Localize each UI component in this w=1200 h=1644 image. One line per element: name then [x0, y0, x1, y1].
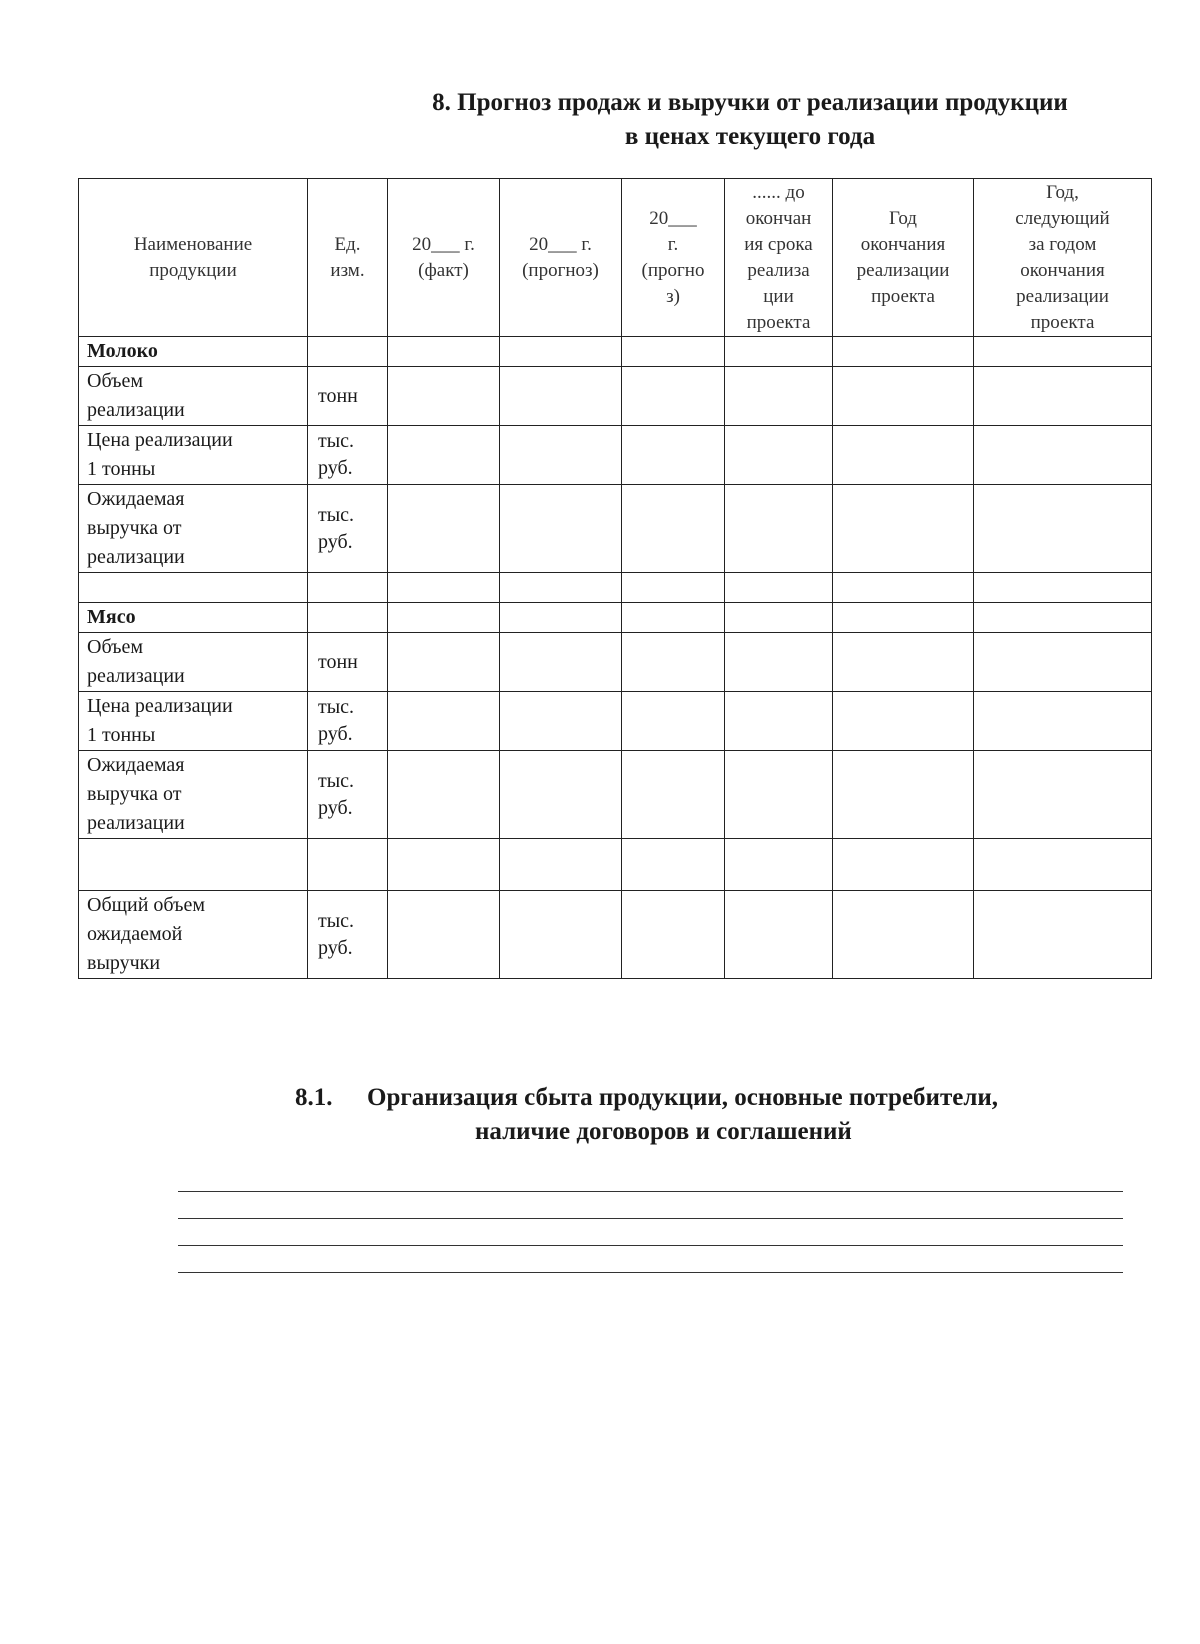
- value-cell[interactable]: [622, 839, 725, 891]
- section-title: [330, 86, 1170, 154]
- row-unit: [308, 603, 388, 633]
- value-cell[interactable]: [388, 367, 500, 426]
- value-cell[interactable]: [622, 426, 725, 485]
- value-cell[interactable]: [388, 573, 500, 603]
- text-line: Цена реализации: [87, 429, 233, 451]
- table-row: [79, 839, 1152, 891]
- row-unit: [308, 751, 388, 839]
- value-cell[interactable]: [725, 839, 833, 891]
- value-cell[interactable]: [622, 751, 725, 839]
- text-line: тыс.: [318, 430, 355, 452]
- row-label: [79, 573, 308, 603]
- table-body: [79, 337, 1152, 979]
- text-line: (прогноз): [522, 259, 599, 281]
- text-line: реализации: [1016, 285, 1109, 307]
- text-line: реализации: [87, 812, 185, 834]
- table-row: [79, 633, 1152, 692]
- table-header-row: [79, 179, 1152, 337]
- row-label: [79, 891, 308, 979]
- text-line: выручка от: [87, 783, 182, 805]
- text-line: Ед.: [334, 233, 361, 255]
- answer-line[interactable]: [178, 1191, 1123, 1192]
- row-label: [79, 426, 308, 485]
- value-cell[interactable]: [500, 367, 622, 426]
- value-cell[interactable]: [974, 751, 1152, 839]
- row-unit: [308, 485, 388, 573]
- row-unit: [308, 337, 388, 367]
- value-cell[interactable]: [725, 485, 833, 573]
- value-cell[interactable]: [388, 751, 500, 839]
- text-line: (прогно: [641, 259, 705, 281]
- value-cell[interactable]: [974, 633, 1152, 692]
- row-label: [79, 633, 308, 692]
- table-row: [79, 426, 1152, 485]
- text-line: за годом: [1028, 233, 1097, 255]
- header-until-project-end: [725, 179, 833, 337]
- value-cell[interactable]: [725, 891, 833, 979]
- text-line: г.: [667, 233, 679, 255]
- value-cell[interactable]: [974, 692, 1152, 751]
- value-cell[interactable]: [725, 367, 833, 426]
- text-line: ожидаемой: [87, 923, 183, 945]
- text-line: Наименование: [133, 233, 253, 255]
- subsection-title-text: Организация сбыта продукции, основные потребители,: [367, 1084, 999, 1111]
- text-line: тыс.: [318, 696, 355, 718]
- value-cell[interactable]: [622, 891, 725, 979]
- text-line: руб.: [318, 530, 353, 553]
- text-line: реализа: [747, 259, 810, 281]
- value-cell[interactable]: [622, 692, 725, 751]
- value-cell[interactable]: [833, 337, 974, 367]
- header-year-forecast: [500, 179, 622, 337]
- value-cell[interactable]: [833, 603, 974, 633]
- row-label: [79, 485, 308, 573]
- row-label: [79, 751, 308, 839]
- answer-line[interactable]: [178, 1218, 1123, 1219]
- text-line: изм.: [330, 259, 365, 281]
- text-line: ия срока: [744, 233, 813, 255]
- header-product-name: [79, 179, 308, 337]
- text-line: выручка от: [87, 517, 182, 539]
- text-line: з): [666, 285, 680, 307]
- row-label: [79, 337, 308, 367]
- text-line: 20___ г.: [529, 233, 592, 255]
- value-cell[interactable]: [833, 751, 974, 839]
- header-project-end-year: [833, 179, 974, 337]
- value-cell[interactable]: [833, 573, 974, 603]
- value-cell[interactable]: [388, 891, 500, 979]
- row-label: [79, 692, 308, 751]
- text-line: 20___ г.: [412, 233, 475, 255]
- value-cell[interactable]: [388, 692, 500, 751]
- value-cell[interactable]: [388, 633, 500, 692]
- row-unit: [308, 573, 388, 603]
- text-line: 1 тонны: [87, 458, 156, 480]
- text-line: реализации: [856, 259, 950, 281]
- value-cell[interactable]: [725, 603, 833, 633]
- value-cell[interactable]: [833, 426, 974, 485]
- text-line: руб.: [318, 457, 353, 479]
- text-line: реализации: [87, 399, 185, 421]
- value-cell[interactable]: [388, 839, 500, 891]
- text-line: руб.: [318, 796, 353, 819]
- row-unit: [308, 426, 388, 485]
- value-cell[interactable]: [725, 633, 833, 692]
- text-line: реализации: [87, 665, 185, 687]
- value-cell[interactable]: [725, 426, 833, 485]
- text-line: Год: [889, 207, 917, 229]
- text-line: Цена реализации: [87, 695, 233, 717]
- row-unit: [308, 367, 388, 426]
- value-cell[interactable]: [833, 485, 974, 573]
- row-label: [79, 367, 308, 426]
- value-cell[interactable]: [388, 337, 500, 367]
- value-cell[interactable]: [622, 573, 725, 603]
- row-unit: [308, 839, 388, 891]
- text-line: реализации: [87, 546, 185, 568]
- text-line: Ожидаемая: [87, 754, 185, 776]
- answer-line[interactable]: [178, 1272, 1123, 1273]
- group-header-row: [79, 337, 1152, 367]
- text-line: Молоко: [87, 340, 158, 362]
- value-cell[interactable]: [833, 839, 974, 891]
- value-cell[interactable]: [500, 891, 622, 979]
- value-cell[interactable]: [388, 485, 500, 573]
- text-line: 1 тонны: [87, 724, 156, 746]
- table-row: [79, 751, 1152, 839]
- text-line: Объем: [87, 370, 143, 392]
- text-line: руб.: [318, 723, 353, 745]
- text-line: Объем: [87, 636, 143, 658]
- table-row: [79, 485, 1152, 573]
- value-cell[interactable]: [500, 692, 622, 751]
- text-line: продукции: [149, 259, 237, 281]
- text-line: тонн: [318, 650, 358, 673]
- text-line: тыс.: [318, 503, 355, 526]
- subsection-number: 8.1.: [295, 1084, 333, 1111]
- value-cell[interactable]: [974, 891, 1152, 979]
- table-row: [79, 573, 1152, 603]
- value-cell[interactable]: [622, 633, 725, 692]
- value-cell[interactable]: [725, 751, 833, 839]
- value-cell[interactable]: [974, 603, 1152, 633]
- header-unit: [308, 179, 388, 337]
- text-line: 20___: [649, 207, 697, 229]
- value-cell[interactable]: [388, 426, 500, 485]
- section-title-line-1: 8. Прогноз продаж и выручки от реализации продукции: [432, 89, 1068, 116]
- answer-line[interactable]: [178, 1245, 1123, 1246]
- value-cell[interactable]: [833, 692, 974, 751]
- text-line: окончания: [860, 233, 946, 255]
- header-year-fact: [388, 179, 500, 337]
- text-line: руб.: [318, 936, 353, 959]
- text-line: проекта: [871, 285, 935, 307]
- text-line: (факт): [418, 259, 469, 281]
- value-cell[interactable]: [500, 839, 622, 891]
- value-cell[interactable]: [622, 485, 725, 573]
- value-cell[interactable]: [500, 603, 622, 633]
- text-line: выручки: [87, 952, 161, 974]
- text-line: Ожидаемая: [87, 488, 185, 510]
- group-header-row: [79, 603, 1152, 633]
- row-unit: [308, 692, 388, 751]
- value-cell[interactable]: [974, 367, 1152, 426]
- value-cell[interactable]: [974, 573, 1152, 603]
- value-cell[interactable]: [500, 633, 622, 692]
- subsection-title-line-2: наличие договоров и соглашений: [475, 1118, 852, 1145]
- text-line: Год,: [1046, 181, 1079, 203]
- value-cell[interactable]: [974, 337, 1152, 367]
- header-year-forecast-2: [622, 179, 725, 337]
- text-line: окончан: [745, 207, 812, 229]
- value-cell[interactable]: [725, 692, 833, 751]
- text-line: проекта: [746, 311, 811, 333]
- text-line: Мясо: [87, 606, 136, 628]
- value-cell[interactable]: [974, 485, 1152, 573]
- text-line: ...... до: [752, 181, 805, 203]
- value-cell[interactable]: [500, 573, 622, 603]
- table-row: [79, 367, 1152, 426]
- value-cell[interactable]: [833, 367, 974, 426]
- text-line: тыс.: [318, 769, 355, 792]
- text-line: следующий: [1015, 207, 1110, 229]
- row-unit: [308, 891, 388, 979]
- value-cell[interactable]: [622, 367, 725, 426]
- value-cell[interactable]: [974, 839, 1152, 891]
- row-label: [79, 839, 308, 891]
- value-cell[interactable]: [622, 337, 725, 367]
- header-year-after-end: [974, 179, 1152, 337]
- value-cell[interactable]: [725, 573, 833, 603]
- value-cell[interactable]: [500, 426, 622, 485]
- value-cell[interactable]: [388, 603, 500, 633]
- value-cell[interactable]: [833, 891, 974, 979]
- value-cell[interactable]: [974, 426, 1152, 485]
- value-cell[interactable]: [500, 485, 622, 573]
- text-line: проекта: [1030, 311, 1095, 333]
- text-line: окончания: [1020, 259, 1105, 281]
- value-cell[interactable]: [500, 337, 622, 367]
- value-cell[interactable]: [725, 337, 833, 367]
- subsection-title-line-1: [295, 1081, 998, 1115]
- value-cell[interactable]: [833, 633, 974, 692]
- text-line: Общий объем: [87, 894, 205, 916]
- section-title-line-2: в ценах текущего года: [624, 123, 876, 150]
- value-cell[interactable]: [500, 751, 622, 839]
- row-unit: [308, 633, 388, 692]
- text-line: тыс.: [318, 909, 355, 932]
- text-line: ции: [763, 285, 794, 307]
- table-row: [79, 891, 1152, 979]
- table-row: [79, 692, 1152, 751]
- value-cell[interactable]: [622, 603, 725, 633]
- row-label: [79, 603, 308, 633]
- text-line: тонн: [318, 384, 358, 407]
- sales-forecast-table: [78, 178, 1152, 979]
